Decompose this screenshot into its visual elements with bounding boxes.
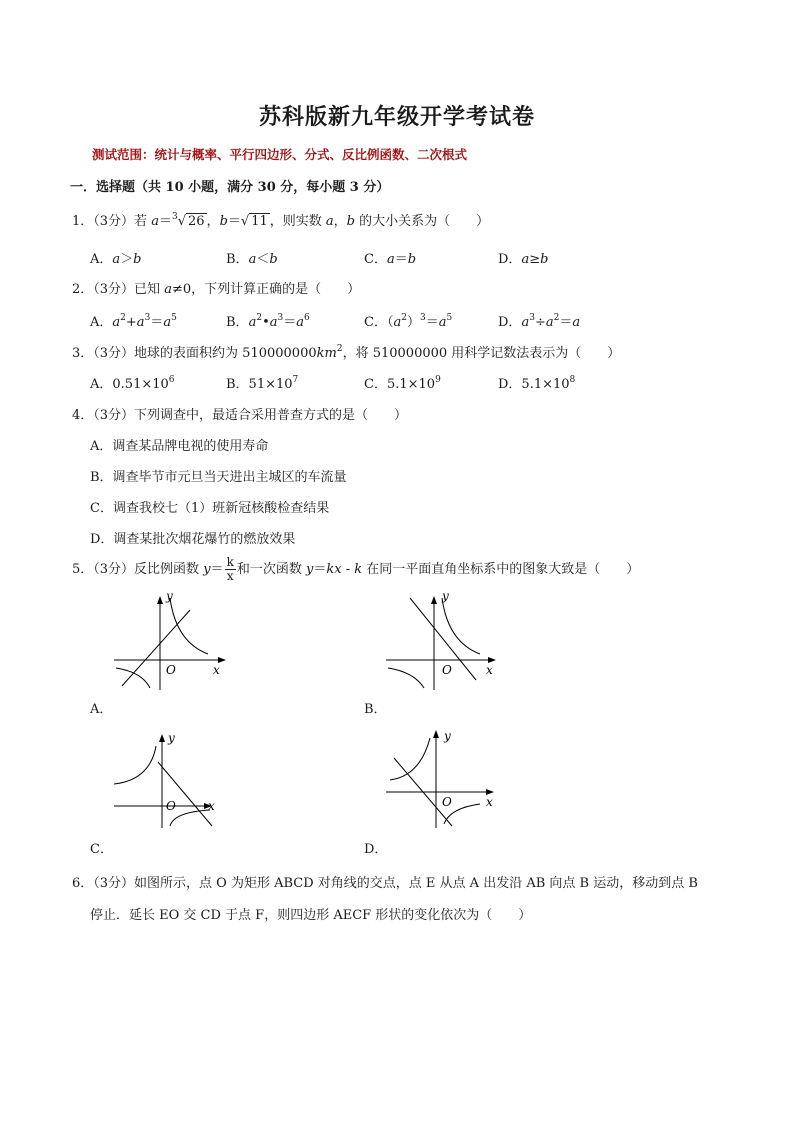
svg-text:y: y xyxy=(442,590,449,603)
q5-graph-b xyxy=(380,590,510,690)
page-title: 苏科版新九年级开学考试卷 xyxy=(258,104,535,130)
svg-text:x: x xyxy=(486,663,493,677)
q1-option-b[interactable]: B．a＜b xyxy=(226,252,278,267)
axis-y-label: y xyxy=(166,590,173,603)
origin-label: O xyxy=(166,663,176,677)
svg-text:O: O xyxy=(442,663,452,677)
q4-option-a[interactable]: A．调查某品牌电视的使用寿命 xyxy=(90,439,269,454)
question-6-line-2: 停止．延长 EO 交 CD 于点 F，则四边形 AECF 形状的变化依次为（ ） xyxy=(90,908,532,923)
q5-option-d[interactable]: D． xyxy=(364,842,388,857)
q1-option-d[interactable]: D．a≥b xyxy=(498,252,549,267)
q2-option-d[interactable]: D．$a^3\div a^2=a$ xyxy=(498,313,581,330)
q1-sep: ， xyxy=(206,214,220,229)
q1-tail-end: 的大小关系为（ ） xyxy=(354,214,490,229)
q1-cube-index: 3 xyxy=(171,212,178,222)
section-heading: 一．选择题（共 10 小题，满分 30 分，每小题 3 分） xyxy=(70,180,390,195)
q5-option-b[interactable]: B． xyxy=(364,702,387,717)
question-5: 5．（3分）反比例函数 y＝ $\frac{k}{x}$ 和一次函数 y＝kx - k 在同一平面直角坐标系中的图象大致是（ ） xyxy=(72,555,640,583)
test-scope: 测试范围：统计与概率、平行四边形、分式、反比例函数、二次根式 xyxy=(92,147,468,162)
q1-radicand-a: 26 xyxy=(188,214,205,229)
q5-graph-d xyxy=(380,728,510,828)
svg-text:y: y xyxy=(168,731,175,745)
svg-text:x: x xyxy=(208,799,215,813)
svg-text:y: y xyxy=(444,729,451,743)
q1-radicand-b: 11 xyxy=(251,214,268,229)
q4-option-c[interactable]: C．调查我校七（1）班新冠核酸检查结果 xyxy=(90,501,330,516)
question-2: 2．（3分）已知 a≠0，下列计算正确的是（ ） xyxy=(72,282,361,297)
q4-option-b[interactable]: B．调查毕节市元旦当天进出主城区的车流量 xyxy=(90,470,347,485)
q1-tail: ，则实数 xyxy=(269,214,326,229)
question-6-line-1: 6．（3分）如图所示，点 O 为矩形 ABCD 对角线的交点，点 E 从点 A 出发沿 AB 向点 B 运动，移动到点 B xyxy=(72,876,698,891)
question-4: 4．（3分）下列调查中，最适合采用普查方式的是（ ） xyxy=(72,408,408,423)
q1-option-a[interactable]: A．a＞b xyxy=(90,252,142,267)
question-1: 1．（3分）若 a＝$^3$√ 26 ，b＝√ 11 ，则实数 a，b 的大小关系为（ ） xyxy=(72,212,490,229)
q5-option-a[interactable]: A． xyxy=(90,702,113,717)
q2-option-a[interactable]: A．$a^2+a^3=a^5$ xyxy=(90,313,177,330)
q5-fraction: $\frac{k}{x}$ xyxy=(226,555,234,583)
axis-x-label: x xyxy=(213,663,220,677)
q1-option-c[interactable]: C．a＝b xyxy=(364,252,417,267)
q4-option-d[interactable]: D．调查某批次烟花爆竹的燃放效果 xyxy=(90,532,296,547)
svg-text:O: O xyxy=(166,799,176,813)
q5-option-c[interactable]: C． xyxy=(90,842,113,857)
q2-option-b[interactable]: B．$a^2•a^3=a^6$ xyxy=(226,313,310,330)
q5-graph-c xyxy=(108,728,238,828)
q3-option-b[interactable]: B．$51\times 10^7$ xyxy=(226,375,299,392)
q3-option-c[interactable]: C．$5.1\times 10^9$ xyxy=(364,375,441,392)
question-3: 3．（3分）地球的表面积约为 $510000000km^2$，将 510000000 用科学记数法表示为（ ） xyxy=(72,344,621,361)
q5-graph-a xyxy=(108,590,238,690)
q3-option-a[interactable]: A．$0.51\times 10^6$ xyxy=(90,375,175,392)
svg-text:x: x xyxy=(486,795,493,809)
svg-text:O: O xyxy=(442,795,452,809)
q3-option-d[interactable]: D．$5.1\times 10^8$ xyxy=(498,375,576,392)
q1-prefix: 1．（3分）若 xyxy=(72,214,152,229)
q2-option-c[interactable]: C．$(a^2)^3=a^5$ xyxy=(364,313,453,330)
